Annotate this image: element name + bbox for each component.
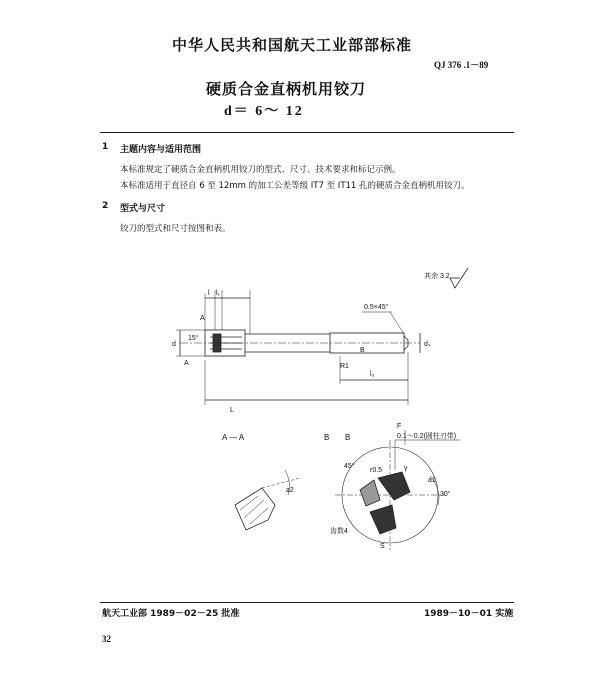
angle-a1-label: a1: [428, 477, 436, 484]
section-2-number: 2: [102, 201, 109, 211]
section-2-paragraph-1: 铰刀的型式和尺寸按图和表。: [120, 224, 231, 234]
teeth-count-label: 齿数4: [330, 528, 348, 535]
angle-30-label: 30°: [440, 491, 451, 498]
section-a-marker-2: A: [184, 360, 189, 367]
section-aa-title: A — A: [222, 433, 245, 442]
dim-d3-label: d₃: [424, 341, 431, 348]
approval-date: 航天工业部 1989－02－25 批准: [102, 609, 240, 619]
dim-d-label: d: [172, 341, 176, 348]
section-bb-title-2: B: [345, 433, 351, 442]
dim-l3-label: l₃: [370, 371, 375, 378]
chamfer-label: 0.5×45°: [364, 304, 389, 311]
section-1-number: 1: [102, 142, 109, 152]
tooth-insert-2: [370, 505, 396, 534]
roughness-note: 其余 3.2: [424, 273, 450, 280]
angle-45-label: 45°: [344, 463, 355, 470]
dim-s-label: S: [380, 543, 385, 550]
footer-divider: [100, 602, 514, 603]
rake-angle-label: γ: [404, 465, 408, 472]
angle-15-label: 15°: [188, 335, 199, 342]
effective-date: 1989－10－01 实施: [424, 609, 514, 619]
angle-a2-label: a2: [286, 487, 294, 494]
section-f-label: F: [397, 423, 402, 430]
dim-L-label: L: [230, 407, 234, 414]
radius-label: R1: [340, 363, 349, 370]
tooth-insert: [378, 472, 410, 500]
document-subtitle: d＝ 6～ 12: [224, 104, 304, 119]
standard-title: 中华人民共和国航天工业部部标准: [172, 36, 413, 54]
standard-code: QJ 376 .1－89: [434, 60, 489, 70]
shank-chamfer: [404, 336, 408, 340]
hatch: [244, 500, 264, 518]
dim-l-label: l: [208, 290, 210, 297]
section-2-heading: 型式与尺寸: [120, 204, 166, 214]
section-a-marker: A: [200, 315, 205, 322]
section-1-paragraph-1: 本标准规定了硬质合金直柄机用铰刀的型式、尺寸、技术要求和标记示例。: [120, 165, 401, 175]
document-title: 硬质合金直柄机用铰刀: [206, 80, 367, 98]
dim-l1-label: l₁: [216, 290, 220, 297]
section-bb-title-1: B: [324, 433, 330, 442]
radius-05-label: r0.5: [370, 467, 383, 474]
angle-line: [262, 478, 300, 488]
chamfer-leader: [390, 312, 404, 334]
margin-note: 0.1～0.2(圆柱刃带): [397, 433, 457, 440]
shank-chamfer-2: [404, 346, 408, 350]
section-1-paragraph-2: 本标准适用于直径自 6 至 12mm 的加工公差等级 IT7 至 IT11 孔的硬质合金直柄机用铰刀。: [120, 181, 470, 191]
tooth-body: [360, 480, 380, 506]
section-1-heading: 主题内容与适用范围: [120, 145, 202, 155]
page-number: 32: [102, 634, 111, 644]
section-b-marker: B: [360, 347, 365, 354]
